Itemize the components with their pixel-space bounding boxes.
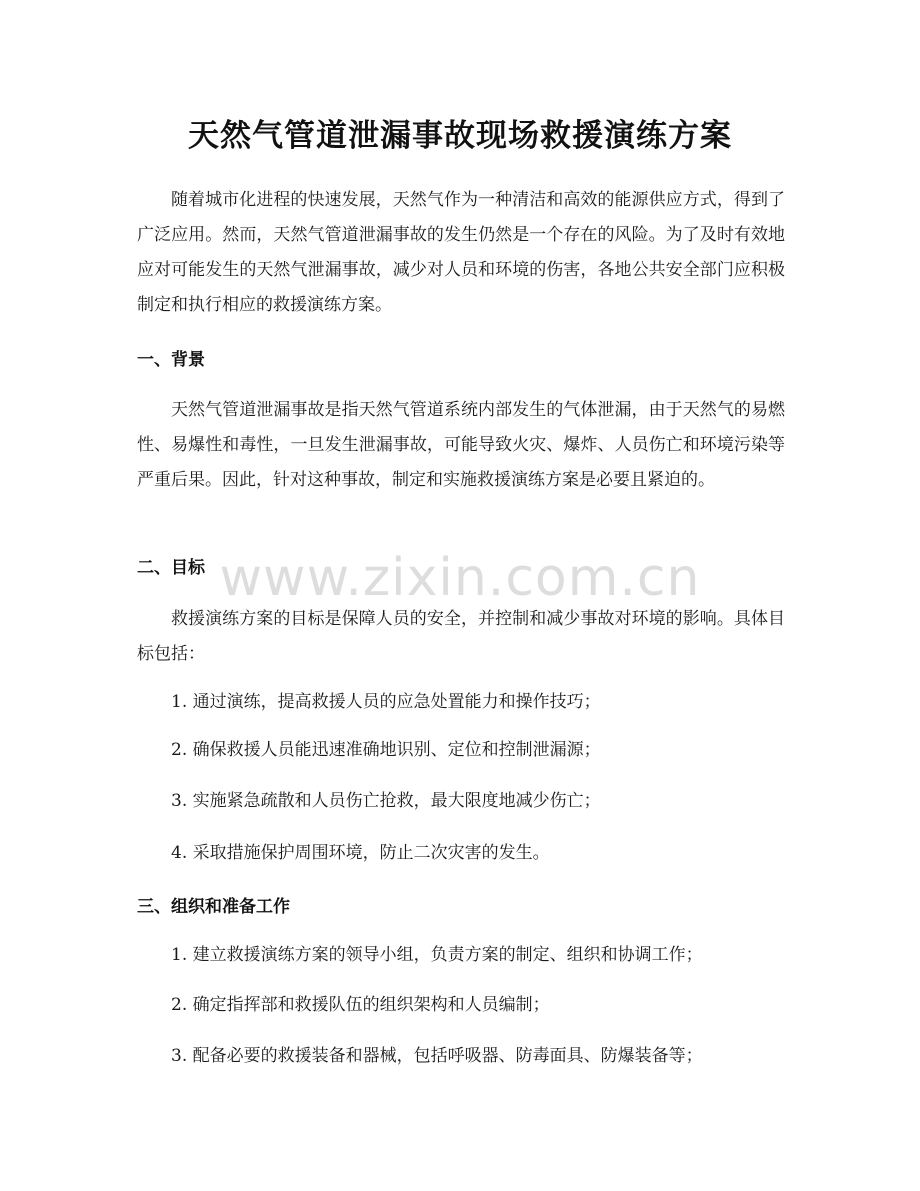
goal-item: 4. 采取措施保护周围环境，防止二次灾害的发生。: [171, 843, 550, 863]
intro-paragraph: 随着城市化进程的快速发展，天然气作为一种清洁和高效的能源供应方式，得到了广泛应用。然而，天然气管道泄漏事故的发生仍然是一个存在的风险。为了及时有效地应对可能发生的天然气泄漏事故，减少对人员和环境的伤害，各地公共安全部门应积极制定和执行相应的救援演练方案。: [137, 190, 785, 315]
section-heading-goals: 二、目标: [137, 558, 205, 578]
organization-item: 2. 确定指挥部和救援队伍的组织架构和人员编制；: [171, 995, 550, 1015]
document-title: 天然气管道泄漏事故现场救援演练方案: [188, 118, 732, 154]
organization-item: 3. 配备必要的救援装备和器械，包括呼吸器、防毒面具、防爆装备等；: [171, 1046, 703, 1066]
goals-paragraph: 救援演练方案的目标是保障人员的安全，并控制和减少事故对环境的影响。具体目标包括：: [137, 609, 785, 664]
goal-item: 1. 通过演练，提高救援人员的应急处置能力和操作技巧；: [171, 692, 601, 712]
organization-item: 1. 建立救援演练方案的领导小组，负责方案的制定、组织和协调工作；: [171, 945, 703, 965]
background-paragraph: 天然气管道泄漏事故是指天然气管道系统内部发生的气体泄漏，由于天然气的易燃性、易爆性和毒性，一旦发生泄漏事故，可能导致火灾、爆炸、人员伤亡和环境污染等严重后果。因此，针对这种事故，制定和实施救援演练方案是必要且紧迫的。: [137, 400, 785, 490]
goal-item: 2. 确保救援人员能迅速准确地识别、定位和控制泄漏源；: [171, 740, 601, 760]
section-heading-organization: 三、组织和准备工作: [137, 897, 290, 917]
section-heading-background: 一、背景: [137, 350, 205, 370]
watermark: www.zixin.com.cn: [219, 548, 701, 608]
goal-item: 3. 实施紧急疏散和人员伤亡抢救，最大限度地减少伤亡；: [171, 791, 601, 811]
